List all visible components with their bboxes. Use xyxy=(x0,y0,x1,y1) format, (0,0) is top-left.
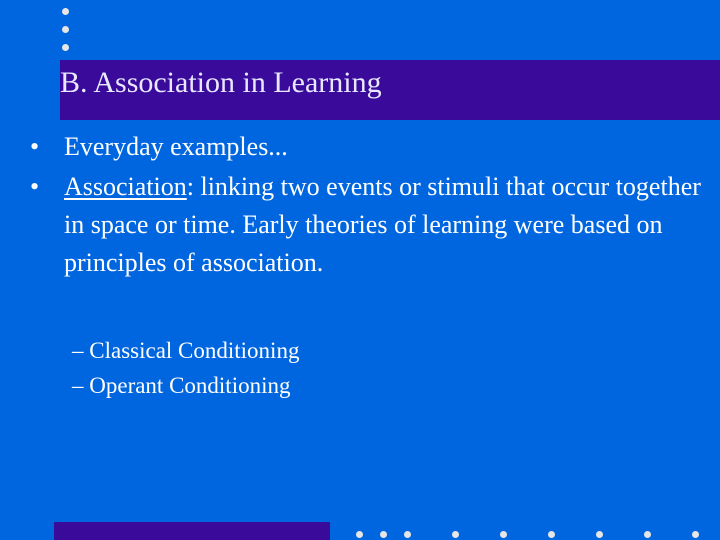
sub-bullet-list xyxy=(72,333,299,403)
bullet-text: Everyday examples... xyxy=(64,132,288,161)
decorative-dot xyxy=(548,531,555,538)
association-term: Association xyxy=(64,172,187,201)
bullet-item-association xyxy=(30,168,710,282)
decorative-dot xyxy=(62,26,69,33)
sub-bullet-classical: – Classical Conditioning xyxy=(72,338,300,363)
slide-title: B. Association in Learning xyxy=(60,66,382,99)
bullet-item-everyday xyxy=(30,128,710,166)
decorative-dot xyxy=(404,531,411,538)
bullet-text: : linking two events or stimuli that occur together in space or time. Early theories of learning were based on principles of association. xyxy=(64,172,701,277)
decorative-dot xyxy=(692,531,699,538)
bullet-icon: • xyxy=(30,172,40,201)
decorative-dot xyxy=(644,531,651,538)
sub-bullet-operant: – Operant Conditioning xyxy=(72,373,291,398)
decorative-dot xyxy=(356,531,363,538)
decorative-dot xyxy=(62,8,69,15)
decorative-dot xyxy=(500,531,507,538)
decorative-dot xyxy=(596,531,603,538)
bottom-bar xyxy=(54,522,330,540)
decorative-dot xyxy=(62,44,69,51)
bullet-list xyxy=(30,128,710,284)
decorative-dot xyxy=(452,531,459,538)
bullet-icon: • xyxy=(30,132,40,161)
decorative-dot xyxy=(380,531,387,538)
